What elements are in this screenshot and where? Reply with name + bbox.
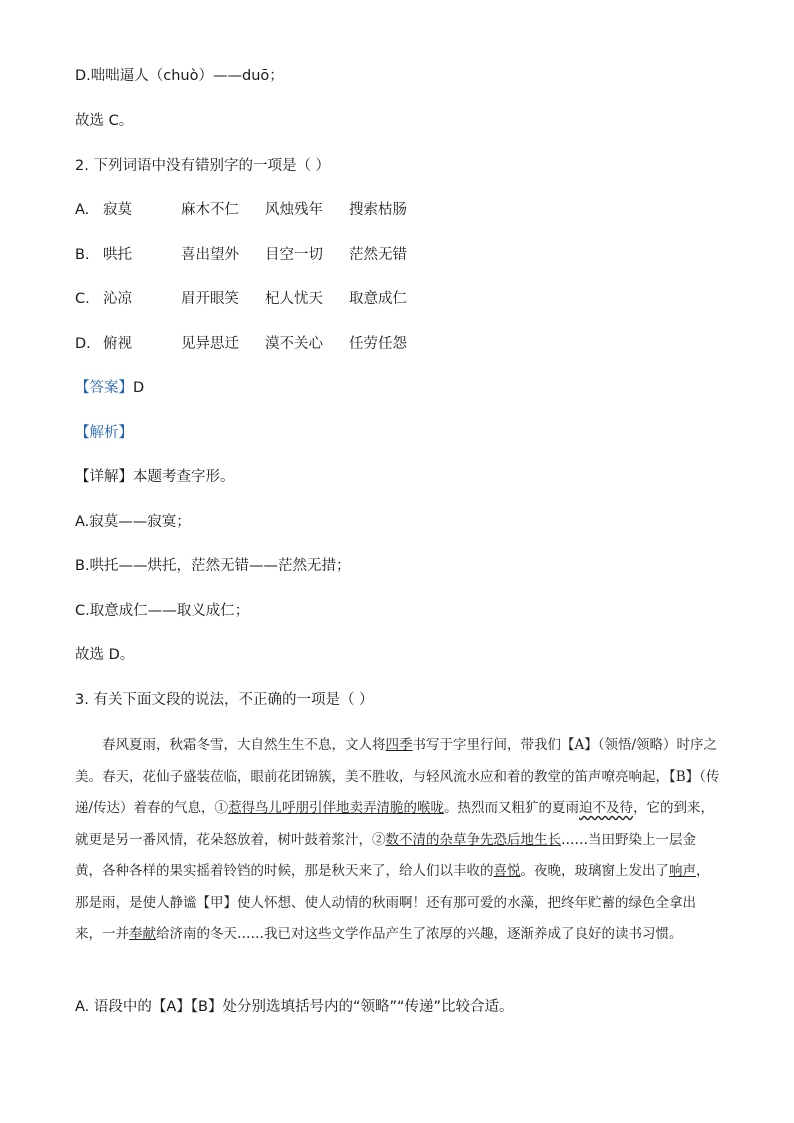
underlined-word: 四季 — [385, 737, 413, 753]
option-word: 茫然无错 — [349, 247, 407, 263]
q2-conclusion: 故选 D。 — [75, 647, 135, 663]
option-label: D. — [75, 336, 91, 352]
underlined-word: 喜悦 — [493, 863, 521, 879]
detail-line: 【详解】本题考查字形。 — [75, 469, 235, 485]
analysis-tag: 【解析】 — [75, 425, 133, 441]
passage-text: 春风夏雨，秋霜冬雪，大自然生生不息，文人将四季书写于字里行间，带我们【A】（领悟/领略）时序之美。春天，花仙子盛装莅临，眼前花团锦簇，美不胜收，与轻风流水应和着的教堂的笛声嘹亮响起，【B】（传递/传达）着春的气息，①惹得鸟儿呼朋引伴地卖弄清脆的喉咙。热烈而又粗犷的夏雨迫不及待，它的到来，就更是另一番风情，花朵怒放着，树叶鼓着浆汁，②数不清的杂草争先恐后地生长……当田野染上一层金黄，各种各样的果实摇着铃铛的时候，那是秋天来了，给人们以丰收的喜悦。夜晚，玻璃窗上发出了响声，那是雨，是使人静谧【甲】使人怀想、使人动情的秋雨啊！还有那可爱的水藻，把终年贮蓄的绿色全拿出来，一并奉献给济南的冬天……我已对这些文学作品产生了浓厚的兴趣，逐渐养成了良好的读书习惯。 — [75, 737, 720, 942]
q2-option-b — [75, 245, 407, 265]
option-word: 目空一切 — [265, 247, 323, 263]
option-label: A. — [75, 202, 90, 218]
option-word: 寂莫 — [103, 202, 132, 218]
option-word: 杞人忧天 — [265, 291, 323, 307]
option-word: 麻木不仁 — [181, 202, 239, 218]
option-word: 喜出望外 — [181, 247, 239, 263]
option-label: B. — [75, 247, 90, 263]
option-label: C. — [75, 291, 90, 307]
reading-passage — [75, 730, 720, 951]
q2-stem: 2. 下列词语中没有错别字的一项是（ ） — [75, 158, 331, 174]
option-word: 眉开眼笑 — [181, 291, 239, 307]
q1-conclusion: 故选 C。 — [75, 113, 134, 129]
option-word: 沁凉 — [103, 291, 132, 307]
q3-option-a: A. 语段中的【A】【B】处分别选填括号内的“领略”“传递”比较合适。 — [75, 999, 514, 1015]
q2-option-a — [75, 200, 407, 220]
option-word: 任劳任怨 — [349, 336, 407, 352]
q3-stem: 3. 有关下面文段的说法，不正确的一项是（ ） — [75, 692, 374, 708]
underlined-word: 奉献 — [129, 926, 156, 942]
option-word: 风烛残年 — [265, 202, 323, 218]
underlined-sentence-2: 数不清的杂草争先恐后地生长 — [385, 831, 561, 848]
q2-option-c — [75, 289, 407, 309]
option-word: 见异思迁 — [181, 336, 239, 352]
option-word: 搜索枯肠 — [349, 202, 407, 218]
fix-c: C.取意成仁——取义成仁； — [75, 603, 250, 619]
q1-option-d: D.咄咄逼人（chuò）——duō； — [75, 68, 284, 84]
option-word: 取意成仁 — [349, 291, 407, 307]
underlined-sentence-1: 惹得鸟儿呼朋引伴地卖弄清脆的喉咙 — [228, 800, 445, 816]
option-word: 漠不关心 — [265, 336, 323, 352]
q2-option-d — [75, 334, 407, 354]
answer-value: D — [133, 380, 145, 396]
wavy-underlined-word: 迫不及待 — [579, 800, 634, 816]
option-word: 俯视 — [103, 336, 132, 352]
fix-a: A.寂莫——寂寞； — [75, 514, 191, 530]
fix-b: B.哄托——烘托，茫然无错——茫然无措； — [75, 558, 351, 574]
answer-tag: 【答案】 — [75, 380, 133, 396]
answer-line — [75, 378, 144, 398]
underlined-word: 响声 — [669, 863, 696, 879]
option-word: 哄托 — [103, 247, 132, 263]
